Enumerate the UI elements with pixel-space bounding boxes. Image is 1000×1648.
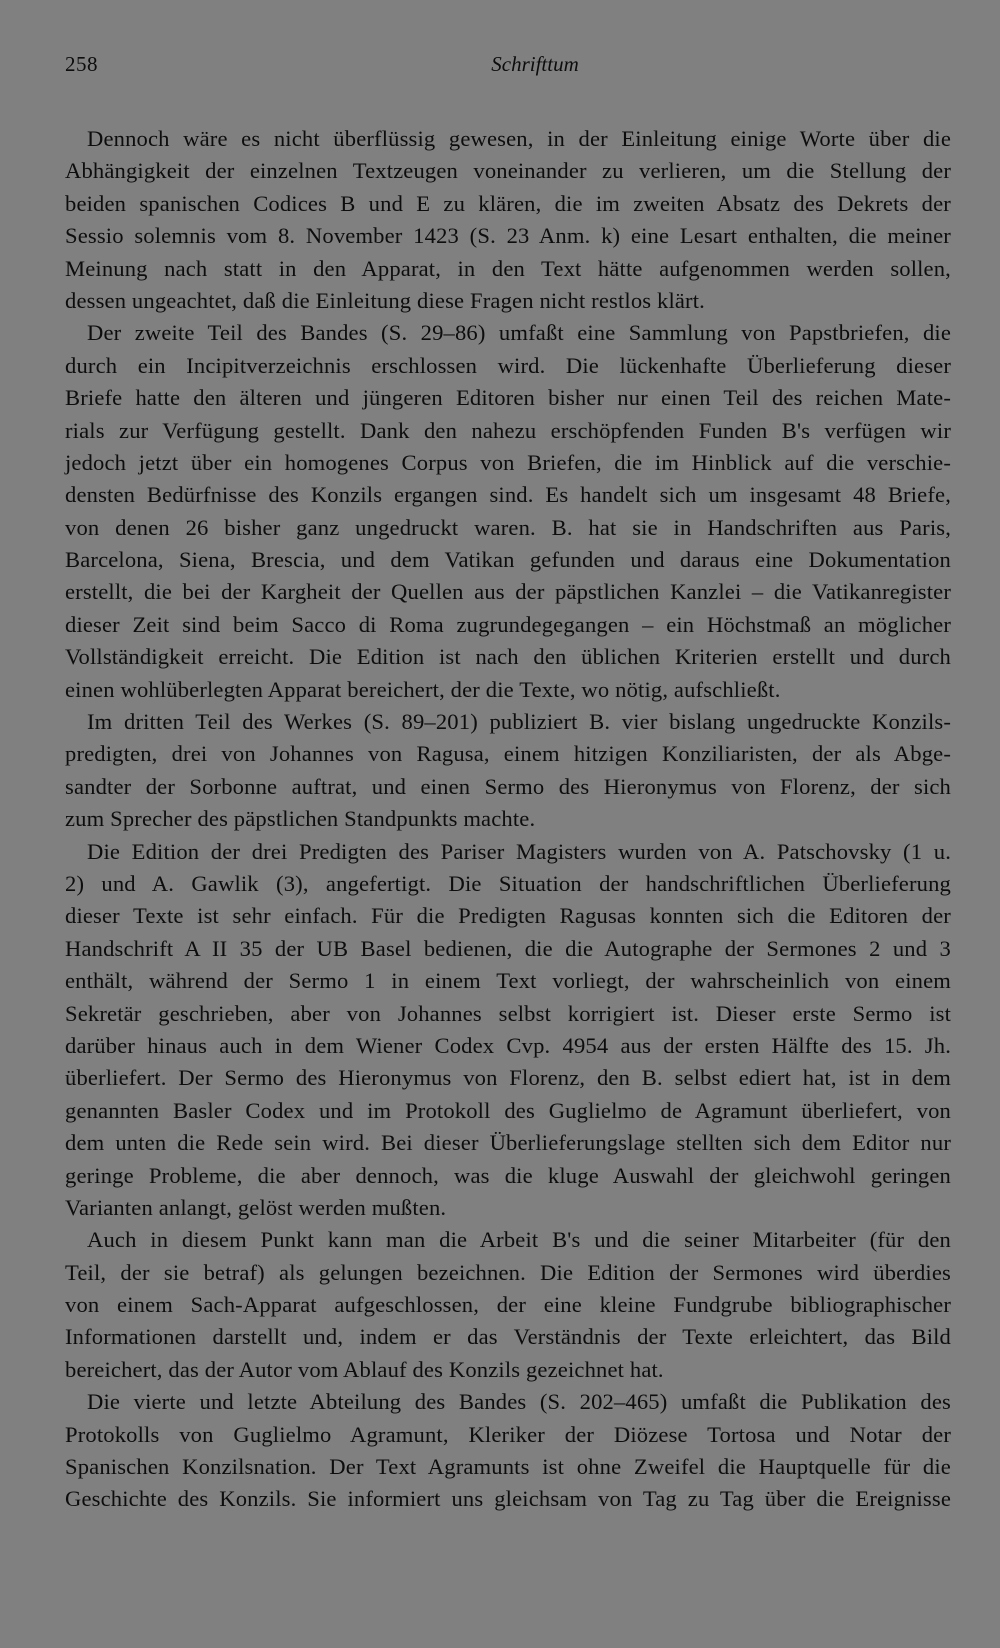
text-line: Vollständigkeit erreicht. Die Edition ist nach den üblichen Kriterien erstellt und durch — [65, 644, 951, 670]
text-line: Auch in diesem Punkt kann man die Arbeit B's und die seiner Mitarbeiter (für den — [87, 1227, 951, 1253]
page-header — [65, 52, 945, 88]
text-line: predigten, drei von Johannes von Ragusa, einem hitzigen Konziliaristen, der als Abge- — [65, 741, 951, 767]
text-line: geringe Probleme, die aber dennoch, was die kluge Auswahl der gleichwohl geringen — [65, 1162, 951, 1188]
text-line: dem unten die Rede sein wird. Bei dieser Überlieferungslage stellten sich dem Editor nur — [65, 1130, 951, 1156]
text-line: Meinung nach statt in den Apparat, in den Text hätte aufgenommen werden sollen, — [65, 255, 951, 281]
text-line: genannten Basler Codex und im Protokoll des Guglielmo de Agramunt überliefert, von — [65, 1097, 951, 1123]
text-line: jedoch jetzt über ein homogenes Corpus von Briefen, die im Hinblick auf die verschie- — [65, 449, 951, 475]
text-line: Im dritten Teil des Werkes (S. 89–201) publiziert B. vier bislang ungedruckte Konzils- — [87, 709, 951, 735]
text-line: densten Bedürfnisse des Konzils ergangen sind. Es handelt sich um insgesamt 48 Briefe, — [65, 482, 951, 508]
text-line: enthält, während der Sermo 1 in einem Text vorliegt, der wahrscheinlich von einem — [65, 968, 951, 994]
text-line: dieser Zeit sind beim Sacco di Roma zugrundegegangen – ein Höchstmaß an möglicher — [65, 611, 951, 637]
text-line: Spanischen Konzilsnation. Der Text Agramunts ist ohne Zweifel die Hauptquelle für die — [65, 1454, 951, 1480]
text-line: durch ein Incipitverzeichnis erschlossen wird. Die lückenhafte Überlieferung dieser — [65, 352, 951, 378]
text-line: darüber hinaus auch in dem Wiener Codex Cvp. 4954 aus der ersten Hälfte des 15. Jh. — [65, 1032, 951, 1058]
text-line: Barcelona, Siena, Brescia, und dem Vatikan gefunden und daraus eine Dokumentation — [65, 547, 951, 573]
text-line: Die Edition der drei Predigten des Pariser Magisters wurden von A. Patschovsky (1 u. — [87, 838, 951, 864]
text-line: einen wohlüberlegten Apparat bereichert, der die Texte, wo nötig, aufschließt. — [65, 676, 781, 702]
text-line: von denen 26 bisher ganz ungedruckt waren. B. hat sie in Handschriften aus Paris, — [65, 514, 951, 540]
text-line: überliefert. Der Sermo des Hieronymus von Florenz, den B. selbst ediert hat, ist in dem — [65, 1065, 951, 1091]
text-line: dessen ungeachtet, daß die Einleitung diese Fragen nicht restlos klärt. — [65, 287, 705, 313]
page-number: 258 — [65, 52, 98, 76]
text-line: zum Sprecher des päpstlichen Standpunkts machte. — [65, 806, 536, 832]
text-line: Handschrift A II 35 der UB Basel bedienen, die die Autographe der Sermones 2 und 3 — [65, 935, 951, 961]
text-line: dieser Texte ist sehr einfach. Für die Predigten Ragusas konnten sich die Editoren der — [65, 903, 951, 929]
running-title: Schrifttum — [491, 52, 579, 76]
text-line: erstellt, die bei der Kargheit der Quellen aus der päpstlichen Kanzlei – die Vatikanregister — [65, 579, 951, 605]
text-line: Informationen darstellt und, indem er das Verständnis der Texte erleichtert, das Bild — [65, 1324, 951, 1350]
text-line: Dennoch wäre es nicht überflüssig gewesen, in der Einleitung einige Worte über die — [87, 126, 951, 151]
text-line: Protokolls von Guglielmo Agramunt, Kleriker der Diözese Tortosa und Notar der — [65, 1421, 951, 1447]
text-line: Die vierte und letzte Abteilung des Bandes (S. 202–465) umfaßt die Publikation des — [87, 1389, 951, 1415]
text-line: von einem Sach-Apparat aufgeschlossen, der eine kleine Fundgrube bibliographischer — [65, 1292, 951, 1318]
text-line: sandter der Sorbonne auftrat, und einen Sermo des Hieronymus von Florenz, der sich — [65, 773, 951, 799]
text-line: Varianten anlangt, gelöst werden mußten. — [65, 1194, 447, 1220]
text-line: bereichert, das der Autor vom Ablauf des Konzils gezeichnet hat. — [65, 1356, 664, 1382]
text-line: Der zweite Teil des Bandes (S. 29–86) umfaßt eine Sammlung von Papstbriefen, die — [87, 320, 951, 346]
text-line: rials zur Verfügung gestellt. Dank den nahezu erschöpfenden Funden B's verfügen wir — [65, 417, 951, 443]
text-line: 2) und A. Gawlik (3), angefertigt. Die Situation der handschriftlichen Überlieferung — [65, 870, 951, 896]
text-line: Sessio solemnis vom 8. November 1423 (S. 23 Anm. k) eine Lesart enthalten, die meiner — [65, 223, 951, 249]
text-line: Briefe hatte den älteren und jüngeren Editoren bisher nur einen Teil des reichen Mate- — [65, 385, 951, 411]
text-line: Geschichte des Konzils. Sie informiert uns gleichsam von Tag zu Tag über die Ereignisse — [65, 1486, 951, 1512]
text-line: beiden spanischen Codices B und E zu klären, die im zweiten Absatz des Dekrets der — [65, 190, 951, 216]
body-text — [65, 123, 951, 1516]
text-line: Sekretär geschrieben, aber von Johannes selbst korrigiert ist. Dieser erste Sermo ist — [65, 1000, 951, 1026]
text-line: Teil, der sie betraf) als gelungen bezeichnen. Die Edition der Sermones wird überdies — [65, 1259, 951, 1285]
text-line: Abhängigkeit der einzelnen Textzeugen voneinander zu verlieren, um die Stellung der — [65, 158, 951, 184]
